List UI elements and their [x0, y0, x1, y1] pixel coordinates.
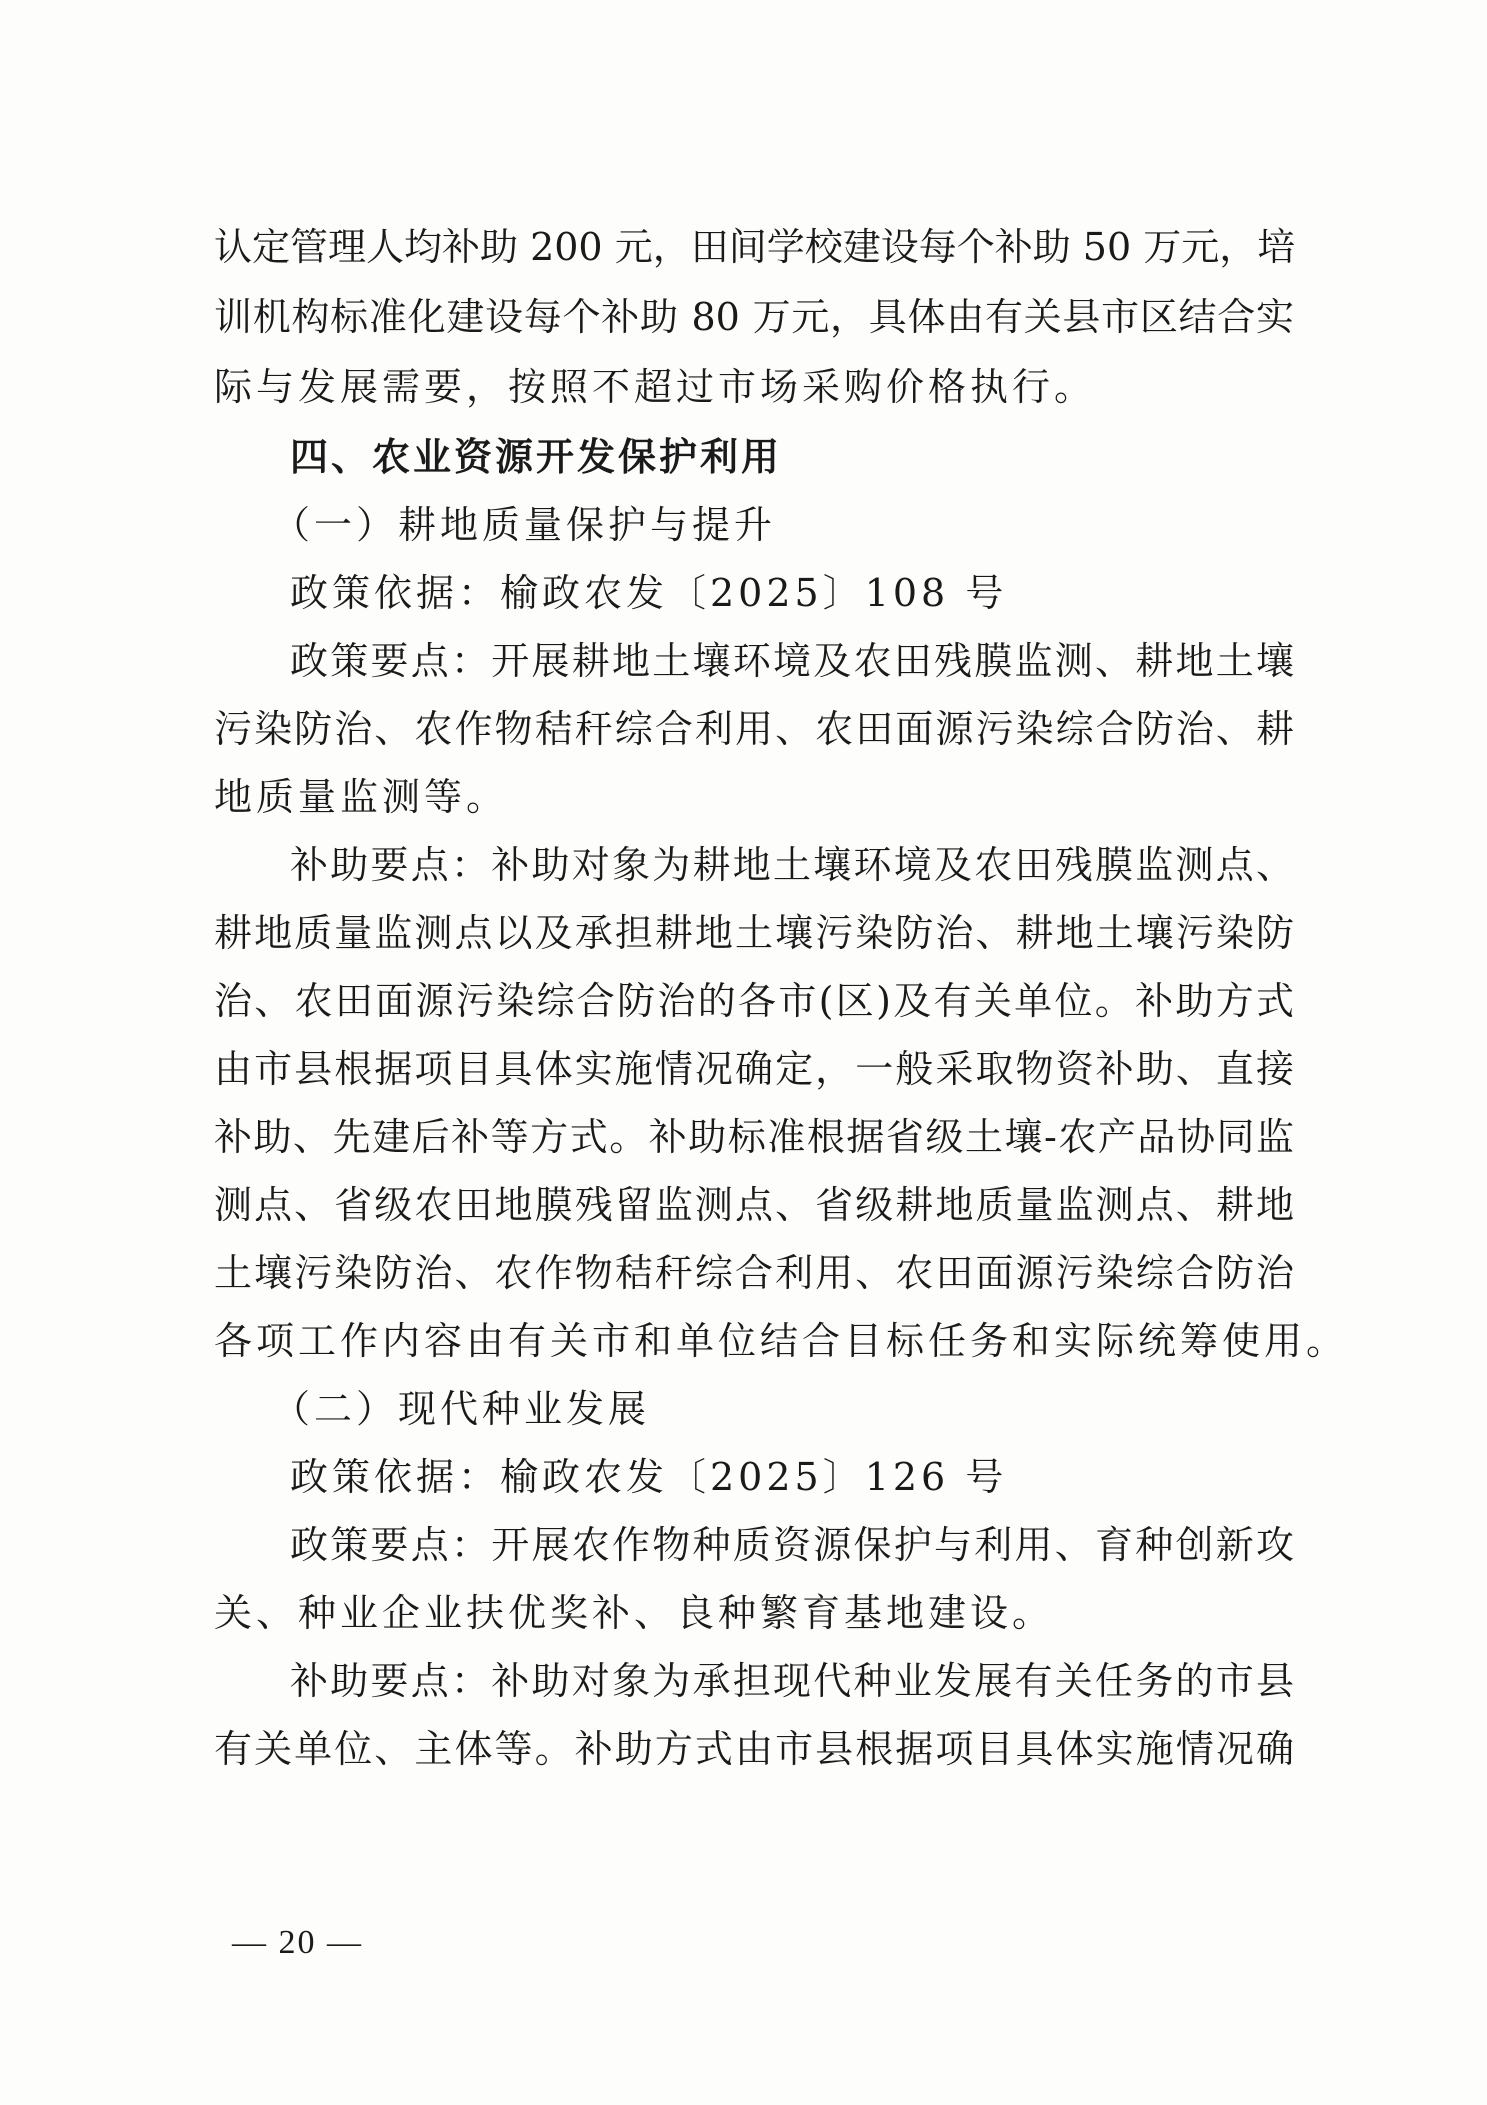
policy-points-1-line-1: 政策要点：开展耕地土壤环境及农田残膜监测、耕地土壤: [290, 639, 1294, 683]
subsidy-points-1-line-1: 补助要点：补助对象为耕地土壤环境及农田残膜监测点、: [290, 843, 1294, 887]
page-number: — 20 —: [232, 1924, 363, 1961]
body-line-1: 认定管理人均补助 200 元，田间学校建设每个补助 50 万元，培: [214, 225, 1296, 269]
policy-points-2-line-2: 关、种业企业扶优奖补、良种繁育基地建设。: [214, 1591, 1055, 1635]
body-line-2: 训机构标准化建设每个补助 80 万元，具体由有关县市区结合实: [214, 295, 1294, 339]
policy-points-1-line-3: 地质量监测等。: [214, 775, 509, 819]
subsidy-points-2-line-2: 有关单位、主体等。补助方式由市县根据项目具体实施情况确: [214, 1727, 1294, 1771]
body-line-3: 际与发展需要，按照不超过市场采购价格执行。: [214, 365, 1097, 409]
subsidy-points-1-line-5: 补助、先建后补等方式。补助标准根据省级土壤-农产品协同监: [214, 1115, 1294, 1159]
policy-basis-2: 政策依据：榆政农发〔2025〕126 号: [290, 1455, 1008, 1499]
subsection-heading-1: （一）耕地质量保护与提升: [272, 503, 777, 547]
section-heading-4: 四、农业资源开发保护利用: [290, 435, 783, 479]
subsidy-points-1-line-3: 治、农田面源污染综合防治的各市(区)及有关单位。补助方式: [214, 979, 1294, 1023]
policy-points-1-line-2: 污染防治、农作物秸秆综合利用、农田面源污染综合防治、耕: [214, 707, 1294, 751]
subsidy-points-1-line-8: 各项工作内容由有关市和单位结合目标任务和实际统筹使用。: [214, 1319, 1349, 1363]
subsidy-points-1-line-7: 土壤污染防治、农作物秸秆综合利用、农田面源污染综合防治: [214, 1251, 1294, 1295]
subsidy-points-1-line-2: 耕地质量监测点以及承担耕地土壤污染防治、耕地土壤污染防: [214, 911, 1294, 955]
policy-points-2-line-1: 政策要点：开展农作物种质资源保护与利用、育种创新攻: [290, 1523, 1294, 1567]
subsection-heading-2: （二）现代种业发展: [272, 1387, 651, 1431]
subsidy-points-2-line-1: 补助要点：补助对象为承担现代种业发展有关任务的市县: [290, 1659, 1294, 1703]
subsidy-points-1-line-4: 由市县根据项目具体实施情况确定，一般采取物资补助、直接: [214, 1047, 1294, 1091]
subsidy-points-1-line-6: 测点、省级农田地膜残留监测点、省级耕地质量监测点、耕地: [214, 1183, 1294, 1227]
policy-basis-1: 政策依据：榆政农发〔2025〕108 号: [290, 571, 1008, 615]
